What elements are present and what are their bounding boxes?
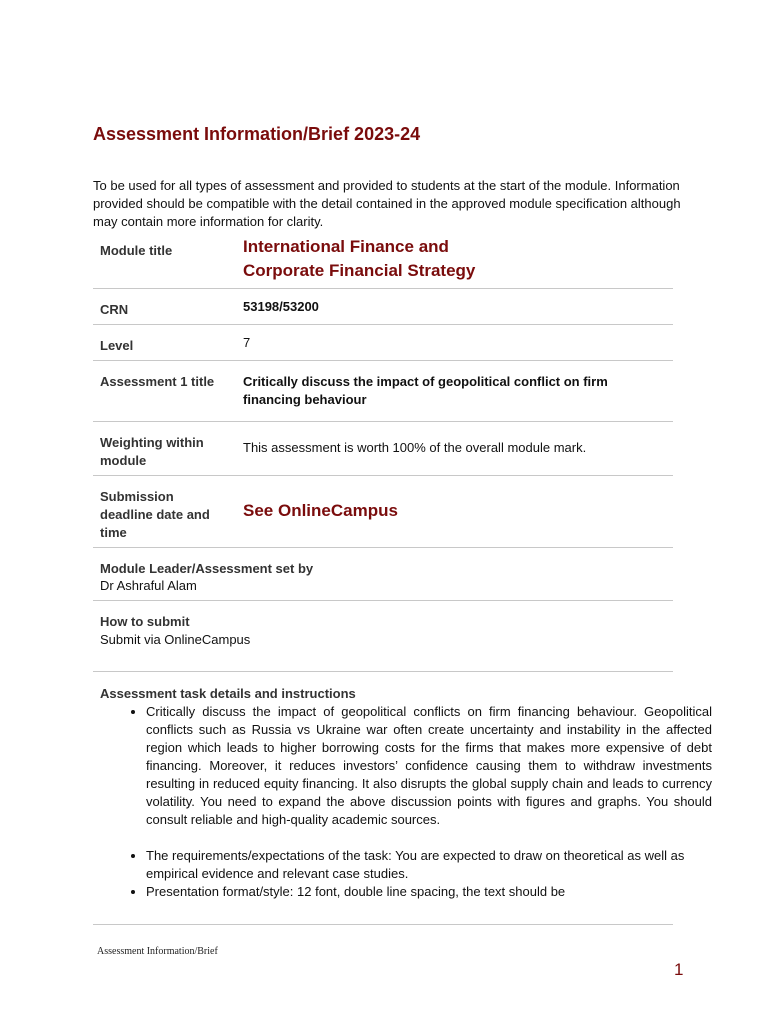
how-to-submit-value: Submit via OnlineCampus <box>100 632 251 647</box>
how-to-submit-label: How to submit <box>100 614 190 629</box>
divider <box>93 324 673 325</box>
task-item: • Presentation format/style: 12 font, double line spacing, the text should be <box>146 883 712 901</box>
module-leader-value: Dr Ashraful Alam <box>100 578 197 593</box>
crn-label: CRN <box>100 302 129 317</box>
module-leader-label: Module Leader/Assessment set by <box>100 561 314 576</box>
module-title-label: Module title <box>100 243 173 258</box>
task-item: • The requirements/expectations of the task: You are expected to draw on theoretical as well as empirical evidence and relevant case studies. <box>146 847 712 883</box>
divider <box>93 288 673 289</box>
page-number: 1 <box>674 960 684 979</box>
task-list <box>100 703 712 901</box>
level-value: 7 <box>243 335 251 350</box>
weighting-value: This assessment is worth 100% of the overall module mark. <box>243 440 587 455</box>
deadline-value: See OnlineCampus <box>243 501 398 520</box>
page-title: Assessment Information/Brief 2023-24 <box>93 124 421 144</box>
divider <box>93 671 673 672</box>
task-details-heading: Assessment task details and instructions <box>100 686 356 701</box>
footer-text: Assessment Information/Brief <box>97 946 218 957</box>
divider <box>93 475 673 476</box>
deadline-label: Submission deadline date and time <box>100 489 210 540</box>
module-title-value-line1: International Finance and <box>243 237 449 256</box>
weighting-label: Weighting within module <box>100 435 204 468</box>
crn-value: 53198/53200 <box>243 299 319 314</box>
divider <box>93 600 673 601</box>
module-title-value-line2: Corporate Financial Strategy <box>243 261 476 280</box>
assessment-title-value: Critically discuss the impact of geopolitical conflict on firm financing behaviour <box>243 374 608 407</box>
intro-paragraph: To be used for all types of assessment and provided to students at the start of the module. Information provided should be compatible with the detail contained in the approved module specification although may contain more information for clarity. <box>93 178 681 229</box>
task-item: • Critically discuss the impact of geopolitical conflicts on firm financing behaviour. Geopolitical conflicts such as Russia vs Ukraine war often create uncertainty and instability in the affected region which leads to higher borrowing costs for the firms that makes more expensive of debt financing. Moreover, it reduces investors’ confidence causing them to withdraw investments resulting in reduced equity financing. It also disrupts the global supply chain and leads to currency volatility. You need to expand the above discussion points with figures and graphs. You should consult reliable and high-quality academic sources. <box>146 703 712 829</box>
level-label: Level <box>100 338 134 353</box>
assessment-title-label: Assessment 1 title <box>100 374 215 389</box>
divider <box>93 547 673 548</box>
divider <box>93 421 673 422</box>
divider <box>93 924 673 925</box>
divider <box>93 360 673 361</box>
